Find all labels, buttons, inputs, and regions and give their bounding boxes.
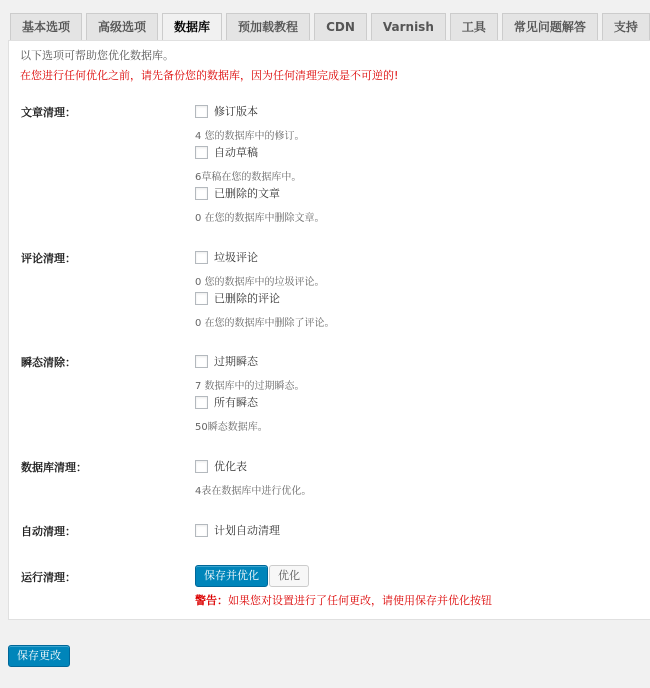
- all-transients-checkbox[interactable]: [195, 396, 208, 409]
- comment-cleanup-label: 评论清理：: [21, 252, 76, 265]
- tab-cdn[interactable]: CDN: [314, 13, 367, 41]
- expired-transients-desc: 7 数据库中的过期瞬态。: [195, 381, 305, 392]
- trashed-posts-checkbox-label: 已删除的文章: [214, 187, 280, 200]
- revisions-desc: 4 您的数据库中的修订。: [195, 131, 305, 142]
- spam-comments-checkbox[interactable]: [195, 251, 208, 264]
- all-transients-desc: 50瞬态数据库。: [195, 422, 268, 433]
- all-transients-option[interactable]: [195, 394, 258, 410]
- spam-comments-desc: 0 您的数据库中的垃圾评论。: [195, 277, 325, 288]
- tab-basic-options[interactable]: 基本选项: [10, 13, 82, 41]
- schedule-cleanup-checkbox-label: 计划自动清理: [214, 524, 280, 537]
- post-cleanup-label: 文章清理：: [21, 106, 76, 119]
- trashed-comments-checkbox-label: 已删除的评论: [214, 292, 280, 305]
- tab-support[interactable]: 支持: [602, 13, 650, 41]
- settings-change-warning: [195, 592, 492, 608]
- all-transients-checkbox-label: 所有瞬态: [214, 396, 258, 409]
- auto-drafts-option[interactable]: [195, 144, 258, 160]
- revisions-option[interactable]: [195, 103, 258, 119]
- schedule-cleanup-option[interactable]: [195, 522, 280, 538]
- tab-faq[interactable]: 常见问题解答: [502, 13, 598, 41]
- optimize-tables-checkbox-label: 优化表: [214, 460, 247, 473]
- revisions-checkbox[interactable]: [195, 105, 208, 118]
- schedule-cleanup-checkbox[interactable]: [195, 524, 208, 537]
- expired-transients-option[interactable]: [195, 353, 258, 369]
- transient-cleanup-label: 瞬态清除：: [21, 356, 76, 369]
- optimize-tables-checkbox[interactable]: [195, 460, 208, 473]
- trashed-comments-option[interactable]: [195, 290, 280, 306]
- run-cleanup-label: 运行清理：: [21, 571, 76, 584]
- trashed-posts-option[interactable]: [195, 185, 280, 201]
- auto-drafts-checkbox[interactable]: [195, 146, 208, 159]
- save-and-optimize-button[interactable]: 保存并优化: [195, 565, 268, 587]
- trashed-comments-checkbox[interactable]: [195, 292, 208, 305]
- tab-preload-tutorial[interactable]: 预加载教程: [226, 13, 310, 41]
- trashed-comments-desc: 0 在您的数据库中删除了评论。: [195, 318, 335, 329]
- settings-panel: [8, 40, 650, 620]
- save-changes-button[interactable]: 保存更改: [8, 645, 70, 667]
- expired-transients-checkbox[interactable]: [195, 355, 208, 368]
- trashed-posts-desc: 0 在您的数据库中删除文章。: [195, 213, 325, 224]
- tab-varnish[interactable]: Varnish: [371, 13, 446, 41]
- tab-tools[interactable]: 工具: [450, 13, 498, 41]
- optimize-tables-desc: 4表在数据库中进行优化。: [195, 486, 312, 497]
- database-cleanup-label: 数据库清理：: [21, 461, 87, 474]
- optimize-button[interactable]: 优化: [269, 565, 309, 587]
- auto-cleanup-label: 自动清理：: [21, 525, 76, 538]
- trashed-posts-checkbox[interactable]: [195, 187, 208, 200]
- optimize-tables-option[interactable]: [195, 458, 247, 474]
- intro-text: 以下选项可帮助您优化数据库。: [20, 49, 174, 62]
- spam-comments-option[interactable]: [195, 249, 258, 265]
- expired-transients-checkbox-label: 过期瞬态: [214, 355, 258, 368]
- auto-drafts-checkbox-label: 自动草稿: [214, 146, 258, 159]
- spam-comments-checkbox-label: 垃圾评论: [214, 251, 258, 264]
- backup-warning: 在您进行任何优化之前，请先备份您的数据库，因为任何清理完成是不可逆的!: [20, 69, 399, 82]
- revisions-checkbox-label: 修订版本: [214, 105, 258, 118]
- warning-strong-label: 警告：: [195, 594, 228, 607]
- warning-text: 如果您对设置进行了任何更改，请使用保存并优化按钮: [228, 594, 492, 607]
- auto-drafts-desc: 6草稿在您的数据库中。: [195, 172, 302, 183]
- tab-bar: [10, 13, 650, 41]
- tab-database[interactable]: 数据库: [162, 13, 222, 42]
- tab-advanced-options[interactable]: 高级选项: [86, 13, 158, 41]
